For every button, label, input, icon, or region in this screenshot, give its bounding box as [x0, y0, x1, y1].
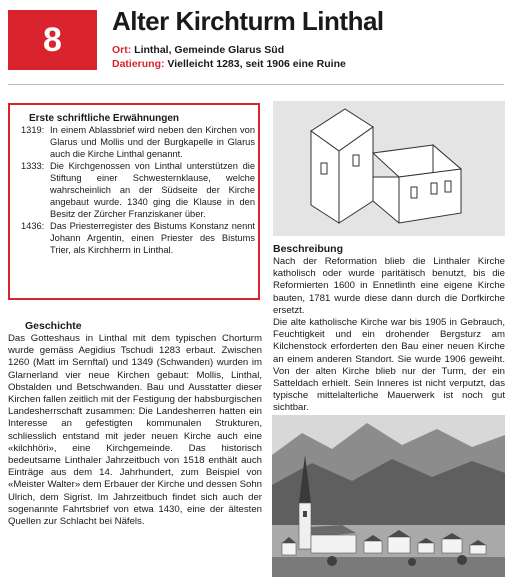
first-mentions-heading: Erste schriftliche Erwähnungen	[29, 113, 180, 124]
dating-value: Vielleicht 1283, seit 1906 eine Ruine	[167, 58, 346, 70]
history-paragraph: Das Gotteshaus in Linthal mit dem typischen Chorturm wurde gemäss Aegidius Tschudi 1283 erbaut. Zwischen 1260 (Matt im Sernftal) und 1349 (Schwanden) wurden im Glarnerland vier neue Kirchen gebaut: Mollis, Linthal, Obstalden und Betschwanden. Bau und Ausstatter dieser Kirchen fallen zeitlich mit der Festigung der habsburgischen Landesherrschaft zusammen: Die Landesherren hatten ein Interesse an gefestigten kommunalen Strukturen, schliesslich entstand mit jeder neuen Kirche auch eine «kilchhöri», eine Kirchgemeinde. Das historisch bedeutsame Linthaler Jahrzeitbuch von 1518 enthält auch Einträge aus dem 14. Jahrhundert, zum Beispiel von «Meister Walter» dem Erbauer der Kirche und dessen Sohn Ulrich, dem Sigrist. Im Jahrzeitbuch findet sich auch der sogenannte Fahrtsbrief von etwa 1430, eine der ältesten Quellen zur Schlacht bei Näfels.	[8, 333, 263, 528]
mention-year: 1319:	[21, 125, 45, 135]
mention-year: 1333:	[21, 161, 45, 171]
first-mentions-list	[21, 124, 255, 256]
mention-text: Das Priesterregister des Bistums Konstanz nennt Johann Argentin, einen Priester des Bistums Trier, als Kirchherrn in Linthal.	[50, 221, 255, 255]
church-line-drawing	[273, 101, 505, 236]
page-title: Alter Kirchturm Linthal	[112, 6, 384, 36]
description-paragraph-1: Nach der Reformation blieb die Linthaler Kirche katholisch oder wurde paritätisch benutzt, bis die Reformierten 1600 in Ennetlinth eine eigene Kirche bauten, 1781 wurde diese dann durch die Dorfkirche ersetzt.	[273, 256, 505, 316]
mention-item	[21, 124, 255, 160]
location-label: Ort:	[112, 44, 132, 56]
history-text	[8, 333, 262, 528]
mention-year: 1436:	[21, 221, 45, 231]
mention-text: Die Kirchgenossen von Linthal unterstützen die Stiftung einer Schwesternklause, welche wahrscheinlich an der Südseite der Kirche angebaut wurde. 1340 ging die Klause in den Besitz der Zürcher Franziskaner über.	[50, 161, 255, 219]
location-value: Linthal, Gemeinde Glarus Süd	[134, 44, 285, 56]
mention-item	[21, 220, 255, 256]
description-text	[273, 256, 505, 415]
mention-item	[21, 160, 255, 220]
history-heading: Geschichte	[25, 320, 82, 332]
header-divider	[8, 84, 504, 85]
church-sketch-image	[273, 101, 505, 236]
section-number-badge: 8	[8, 10, 97, 70]
description-heading: Beschreibung	[273, 243, 344, 255]
historic-photo	[272, 415, 505, 577]
village-photo-illustration	[272, 415, 505, 577]
first-mentions-box	[8, 103, 260, 300]
location-line	[112, 44, 284, 56]
mention-text: In einem Ablassbrief wird neben den Kirchen von Glarus und Mollis und der Burgkapelle in Glarus auch die Kirche Linthal genannt.	[50, 125, 255, 159]
dating-line	[112, 58, 346, 70]
dating-label: Datierung:	[112, 58, 165, 70]
description-paragraph-2: Die alte katholische Kirche war bis 1905 in Gebrauch, Feuchtigkeit und ein drohender Bergsturz am Kilchenstock erforderten den Bau einer neuen Kirche an einem anderen Standort. Sie wurde 1906 geweiht. Von der alten Kirche blieb nur der Turm, der ein Satteldach erhielt. Sein Inneres ist nicht verputzt, das typische mittelalterliche Mauerwerk ist noch gut sichtbar.	[273, 317, 505, 414]
